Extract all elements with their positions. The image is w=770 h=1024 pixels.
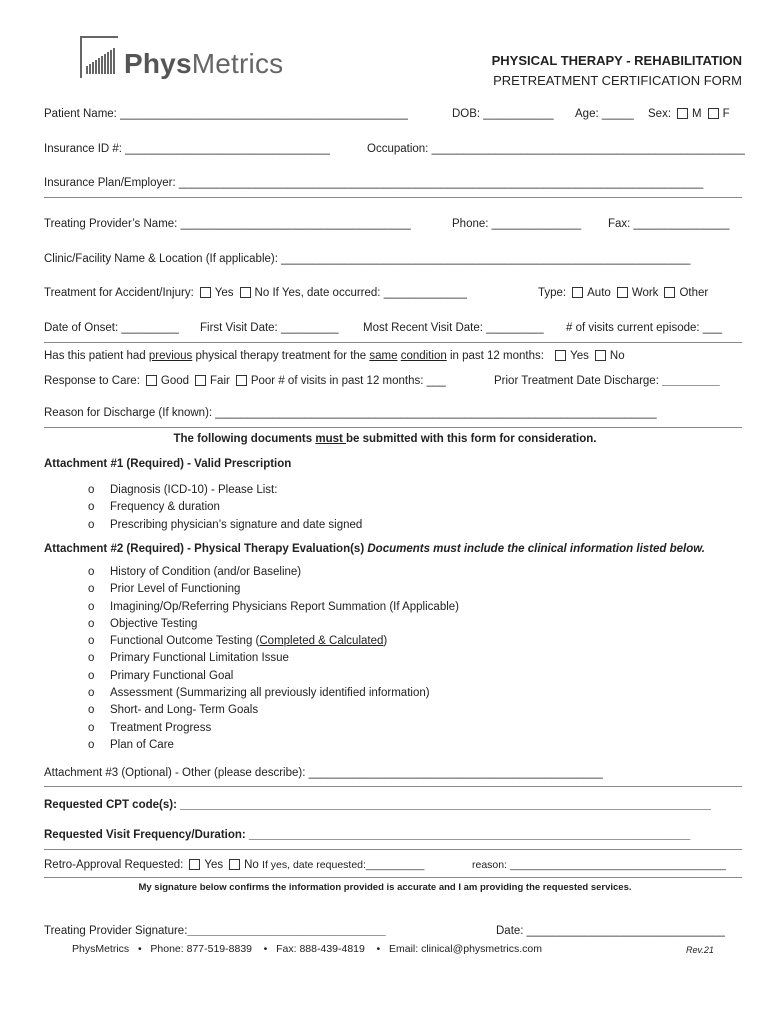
list-item	[88, 685, 459, 702]
date-onset-field[interactable]: Date of Onset: _________	[44, 322, 179, 334]
list-item-text: Prescribing physician’s signature and date signed	[110, 518, 363, 531]
divider	[44, 342, 742, 343]
type-other-checkbox[interactable]	[664, 287, 675, 298]
type-row	[538, 287, 708, 299]
retro-label: Retro-Approval Requested:	[44, 859, 184, 871]
treating-provider-field[interactable]: Treating Provider’s Name: ____________________________________	[44, 218, 411, 230]
list-item-text: Prior Level of Functioning	[110, 583, 241, 596]
type-work-label: Work	[631, 287, 659, 299]
divider	[44, 786, 742, 787]
prior-discharge-blank[interactable]: _________	[662, 375, 720, 387]
footer	[72, 943, 542, 955]
bullet-icon: o	[88, 566, 95, 578]
signature-note: My signature below confirms the information provided is accurate and I am providing the requested services.	[138, 882, 632, 893]
list-item-text: )	[383, 635, 388, 648]
list-item	[88, 650, 459, 667]
response-label: Response to Care:	[44, 375, 140, 387]
response-row	[44, 375, 446, 387]
prior-discharge-field[interactable]	[494, 375, 720, 387]
retro-reason-field[interactable]: reason: _____________________________________	[472, 859, 727, 871]
footer-fax: Fax: 888-439-4819	[276, 943, 365, 955]
list-item	[88, 668, 459, 685]
revision-label: Rev.21	[686, 945, 714, 955]
sex-f-checkbox[interactable]	[708, 108, 719, 119]
attachment2-heading-note: Documents must include the clinical information listed below.	[367, 543, 705, 555]
footer-phone: Phone: 877-519-8839	[150, 943, 252, 955]
attachment2-heading	[44, 543, 705, 555]
footer-separator: •	[137, 943, 142, 955]
accident-date-field[interactable]: If Yes, date occurred: _____________	[272, 287, 467, 299]
recent-visit-field[interactable]: Most Recent Visit Date: _________	[363, 322, 544, 334]
previous-yes-checkbox[interactable]	[555, 350, 566, 361]
list-item-text: Imagining/Op/Referring Physicians Report Summation (If Applicable)	[110, 600, 459, 613]
visits-12-field[interactable]: # of visits in past 12 months: ___	[278, 375, 446, 387]
insurance-plan-field[interactable]: Insurance Plan/Employer: __________________________________________________________________________________	[44, 177, 704, 189]
form-title: PHYSICAL THERAPY - REHABILITATION	[491, 53, 742, 68]
accident-no-label: No	[254, 287, 270, 299]
fax-field[interactable]: Fax: _______________	[608, 218, 730, 230]
bullet-icon: o	[88, 652, 95, 665]
list-item	[88, 564, 459, 581]
clinic-field[interactable]: Clinic/Facility Name & Location (If applicable): ________________________________________________________________	[44, 253, 691, 265]
provider-signature-field[interactable]	[44, 925, 386, 937]
bullet-icon: o	[88, 704, 95, 717]
bullet-icon: o	[88, 501, 95, 514]
treatment-accident-row	[44, 287, 467, 299]
type-auto-checkbox[interactable]	[572, 287, 583, 298]
first-visit-field[interactable]: First Visit Date: _________	[200, 322, 339, 334]
divider	[44, 877, 742, 878]
prior-discharge-label: Prior Treatment Date Discharge:	[494, 375, 659, 387]
dob-field[interactable]: DOB: ___________	[452, 108, 554, 120]
type-work-checkbox[interactable]	[617, 287, 628, 298]
footer-separator: •	[376, 943, 381, 955]
physmetrics-logo	[80, 36, 283, 78]
must-underlined: must	[315, 433, 347, 445]
same-underlined: same	[369, 350, 398, 362]
list-item	[88, 581, 459, 598]
form-subtitle: PRETREATMENT CERTIFICATION FORM	[493, 73, 742, 88]
provider-signature-label: Treating Provider Signature:	[44, 925, 188, 937]
response-good-checkbox[interactable]	[146, 375, 157, 386]
list-item-text: Primary Functional Limitation Issue	[110, 652, 289, 665]
sex-m-checkbox[interactable]	[677, 108, 688, 119]
sex-m-label: M	[692, 108, 702, 120]
response-fair-label: Fair	[210, 375, 230, 387]
retro-date-field[interactable]: If yes, date requested:__________	[262, 859, 425, 871]
previous-treatment-text: in past 12 months:	[446, 350, 544, 362]
bullet-icon: o	[88, 669, 95, 682]
list-item	[88, 720, 459, 737]
response-poor-label: Poor	[250, 375, 276, 387]
list-item-text: Plan of Care	[110, 738, 174, 751]
bullet-icon: o	[88, 600, 95, 613]
bullet-icon: o	[88, 635, 95, 648]
footer-company: PhysMetrics	[72, 943, 130, 955]
list-item	[88, 499, 362, 516]
type-label: Type:	[538, 287, 567, 299]
age-field[interactable]: Age: _____	[575, 108, 634, 120]
list-item	[88, 517, 362, 534]
type-other-label: Other	[679, 287, 709, 299]
previous-treatment-text: physical therapy treatment for the	[192, 350, 370, 362]
retro-no-label: No	[244, 859, 259, 871]
bullet-icon: o	[88, 687, 95, 700]
documents-note-text: The following documents	[173, 433, 316, 445]
list-item-text: Functional Outcome Testing (	[110, 635, 260, 648]
type-auto-label: Auto	[587, 287, 611, 299]
requested-cpt-field[interactable]: Requested CPT code(s): ___________________________________________________________________________________	[44, 799, 711, 811]
list-item-text: Treatment Progress	[110, 721, 212, 734]
bullet-icon: o	[88, 518, 95, 531]
response-good-label: Good	[160, 375, 190, 387]
sex-label: Sex:	[648, 108, 672, 120]
attachment1-list	[88, 482, 362, 534]
list-item	[88, 482, 362, 499]
bullet-icon: o	[88, 583, 95, 596]
list-item	[88, 633, 459, 650]
bullet-icon: o	[88, 738, 95, 751]
accident-no-checkbox[interactable]	[240, 287, 251, 298]
reason-discharge-field[interactable]: Reason for Discharge (If known): _____________________________________________________________________	[44, 407, 657, 419]
retro-no-checkbox[interactable]	[229, 859, 240, 870]
bullet-icon: o	[88, 721, 95, 734]
list-item-text: History of Condition (and/or Baseline)	[110, 566, 302, 578]
sex-f-label: F	[722, 108, 730, 120]
response-fair-checkbox[interactable]	[195, 375, 206, 386]
requested-visit-field[interactable]: Requested Visit Frequency/Duration: _____________________________________________________________________	[44, 829, 691, 841]
attachment2-heading-text: Attachment #2 (Required) - Physical Therapy Evaluation(s)	[44, 543, 368, 555]
condition-underlined: condition	[400, 350, 447, 362]
sex-field	[648, 108, 730, 120]
retro-row	[44, 859, 424, 871]
logo-bars-icon	[80, 36, 118, 78]
documents-note	[0, 433, 770, 445]
logo-text: PhysMetrics	[124, 48, 284, 79]
bullet-icon: o	[88, 617, 95, 630]
attachment1-heading: Attachment #1 (Required) - Valid Prescription	[44, 458, 292, 470]
footer-separator: •	[263, 943, 268, 955]
visits-episode-field[interactable]: # of visits current episode: ___	[566, 322, 722, 334]
attachment2-list	[88, 564, 459, 754]
list-item-underlined: Completed & Calculated	[259, 635, 384, 648]
previous-underlined: previous	[148, 350, 193, 362]
patient-name-field[interactable]: Patient Name: _____________________________________________	[44, 108, 408, 120]
provider-signature-blank[interactable]: _______________________________	[187, 925, 386, 937]
list-item	[88, 702, 459, 719]
retro-yes-checkbox[interactable]	[189, 859, 200, 870]
attachment3-field[interactable]: Attachment #3 (Optional) - Other (please describe): ______________________________________________	[44, 767, 603, 779]
list-item	[88, 599, 459, 616]
previous-no-checkbox[interactable]	[595, 350, 606, 361]
list-item-text: Diagnosis (ICD-10) - Please List:	[110, 484, 278, 496]
bullet-icon: o	[88, 484, 95, 496]
previous-treatment-text: Has this patient had	[44, 350, 149, 362]
list-item-text: Primary Functional Goal	[110, 669, 234, 682]
accident-yes-checkbox[interactable]	[200, 287, 211, 298]
response-poor-checkbox[interactable]	[236, 375, 247, 386]
list-item-text: Frequency & duration	[110, 501, 220, 514]
divider	[44, 849, 742, 850]
divider	[44, 427, 742, 428]
signature-date-field[interactable]: Date: _______________________________	[496, 925, 725, 937]
insurance-id-field[interactable]: Insurance ID #: ________________________________	[44, 143, 330, 155]
accident-yes-label: Yes	[214, 287, 234, 299]
list-item-text: Objective Testing	[110, 617, 198, 630]
retro-yes-label: Yes	[204, 859, 224, 871]
treatment-accident-label: Treatment for Accident/Injury:	[44, 287, 194, 299]
divider	[44, 197, 742, 198]
footer-email[interactable]: Email: clinical@physmetrics.com	[388, 943, 543, 955]
list-item	[88, 737, 459, 754]
previous-yes-label: Yes	[570, 350, 589, 362]
list-item-text: Short- and Long- Term Goals	[110, 704, 259, 717]
previous-treatment-row	[44, 350, 625, 362]
previous-no-label: No	[609, 350, 625, 362]
occupation-field[interactable]: Occupation: _________________________________________________	[367, 143, 745, 155]
phone-field[interactable]: Phone: ______________	[452, 218, 582, 230]
documents-note-text: be submitted with this form for consideration.	[346, 433, 597, 445]
list-item	[88, 616, 459, 633]
list-item-text: Assessment (Summarizing all previously identified information)	[110, 687, 430, 700]
